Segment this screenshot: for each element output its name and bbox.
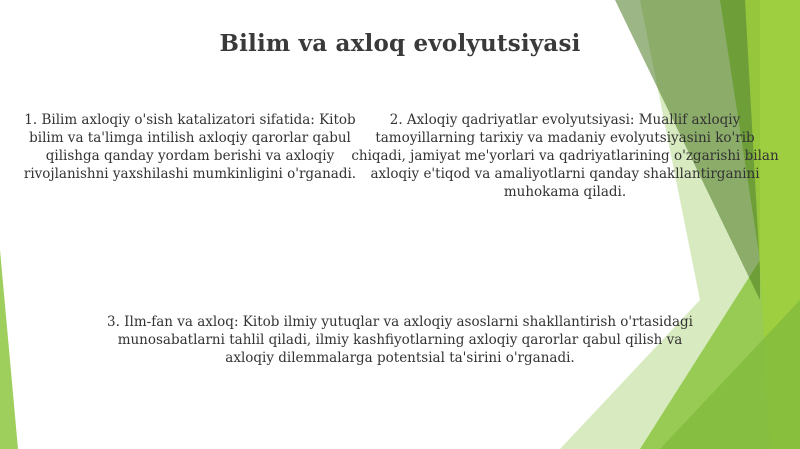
slide-title: Bilim va axloq evolyutsiyasi xyxy=(219,30,581,57)
left-green-sliver xyxy=(0,250,18,449)
paragraph-moral-values-evolution: 2. Axloqiy qadriyatlar evolyutsiyasi: Muallif axloqiy tamoyillarning tarixiy va madaniy evolyutsiyasini ko'rib chiqadi, jamiyat me'yorlari va qadriyatlarining o'zgarishi bilan axloqiy e'tiqod va amaliyotlarni qanday shakllantirganini muhokama qiladi. xyxy=(351,112,779,200)
paragraph-science-and-ethics: 3. Ilm-fan va axloq: Kitob ilmiy yutuqlar va axloqiy asoslarni shakllantirish o'rtasidagi munosabatlarni tahlil qiladi, ilmiy kashfiyotlarning axloqiy qarorlar qabul qilish va axloqiy dilemmalarga potentsial ta'sirini o'rganadi. xyxy=(107,314,693,366)
paragraph-knowledge-catalyst: 1. Bilim axloqiy o'sish katalizatori sifatida: Kitob bilim va ta'limga intilish axloqiy qarorlar qabul qilishga qanday yordam berishi va axloqiy rivojlanishni yaxshilashi mumkinligini o'rganadi. xyxy=(23,112,357,182)
